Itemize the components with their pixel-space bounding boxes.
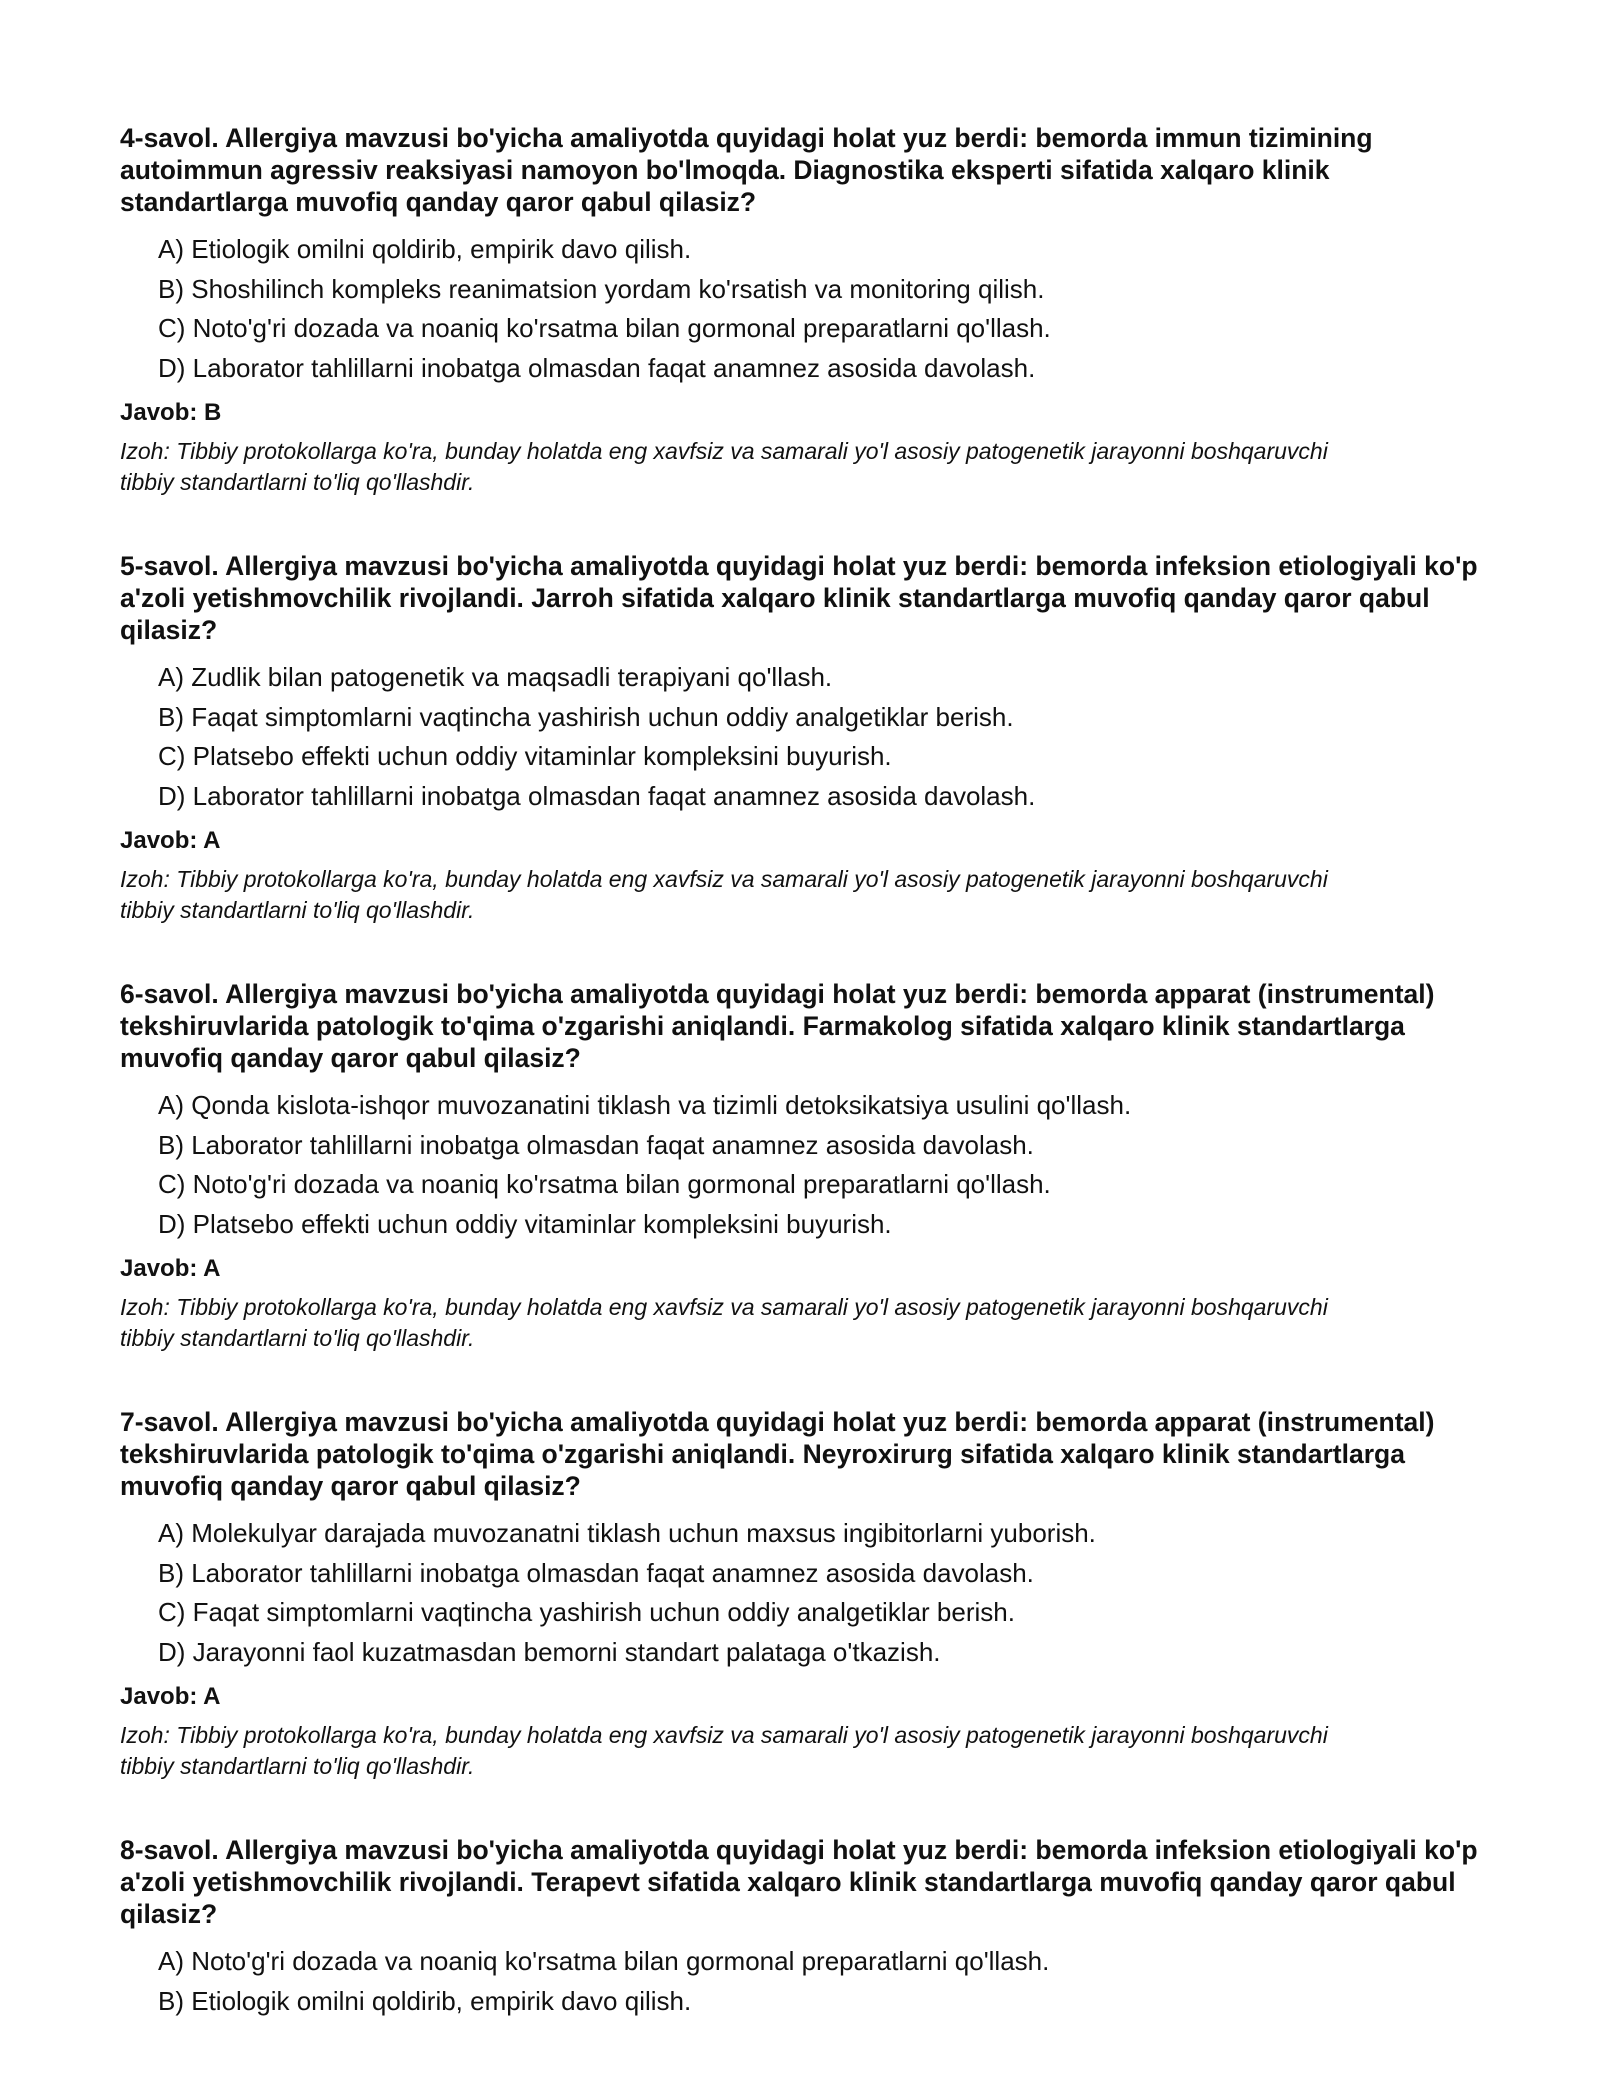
option-c: C) Faqat simptomlarni vaqtincha yashirish uchun oddiy analgetiklar berish. (158, 1597, 1015, 1627)
option-d: D) Platsebo effekti uchun oddiy vitaminlar kompleksini buyurish. (158, 1208, 892, 1239)
answer-label: Javob: A (120, 1683, 221, 1710)
options-list (120, 658, 1500, 816)
options-list (120, 230, 1500, 388)
explanation-note: Izoh: Tibbiy protokollarga ko'ra, bunday holatda eng xavfsiz va samarali yo'l asosiy patogenetik jarayonni boshqaruvchi tibbiy standartlarni to'liq qo'llashdir. (120, 866, 1328, 923)
option-b: B) Laborator tahlillarni inobatga olmasdan faqat anamnez asosida davolash. (158, 1129, 1034, 1160)
option-a: A) Qonda kislota-ishqor muvozanatini tiklash va tizimli detoksikatsiya usulini qo'llash. (158, 1090, 1132, 1120)
option-c: C) Noto'g'ri dozada va noaniq ko'rsatma bilan gormonal preparatlarni qo'llash. (158, 1169, 1051, 1199)
answer-label: Javob: A (120, 827, 221, 854)
options-list (120, 1086, 1500, 1244)
option-a: A) Etiologik omilni qoldirib, empirik davo qilish. (158, 234, 692, 264)
question-title: 6-savol. Allergiya mavzusi bo'yicha amaliyotda quyidagi holat yuz berdi: bemorda apparat (instrumental) tekshiruvlarida patologik to'qima o'zgarishi aniqlandi. Farmakolog sifatida xalqaro klinik standartlarga muvofiq qanday qaror qabul qilasiz? (120, 979, 1435, 1073)
question-block (120, 978, 1500, 1354)
question-block (120, 122, 1500, 498)
question-block (120, 1406, 1500, 1782)
document-page (120, 122, 1500, 2073)
option-d: D) Laborator tahlillarni inobatga olmasdan faqat anamnez asosida davolash. (158, 352, 1036, 383)
question-title: 5-savol. Allergiya mavzusi bo'yicha amaliyotda quyidagi holat yuz berdi: bemorda infeksion etiologiyali ko'p a'zoli yetishmovchilik rivojlandi. Jarroh sifatida xalqaro klinik standartlarga muvofiq qanday qaror qabul qilasiz? (120, 551, 1478, 645)
explanation-note: Izoh: Tibbiy protokollarga ko'ra, bunday holatda eng xavfsiz va samarali yo'l asosiy patogenetik jarayonni boshqaruvchi tibbiy standartlarni to'liq qo'llashdir. (120, 1722, 1328, 1779)
option-b: B) Laborator tahlillarni inobatga olmasdan faqat anamnez asosida davolash. (158, 1557, 1034, 1588)
option-d: D) Jarayonni faol kuzatmasdan bemorni standart palataga o'tkazish. (158, 1636, 941, 1667)
options-list (120, 1514, 1500, 1672)
option-b: B) Shoshilinch kompleks reanimatsion yordam ko'rsatish va monitoring qilish. (158, 273, 1045, 304)
answer-label: Javob: A (120, 1255, 221, 1282)
question-title: 8-savol. Allergiya mavzusi bo'yicha amaliyotda quyidagi holat yuz berdi: bemorda infeksion etiologiyali ko'p a'zoli yetishmovchilik rivojlandi. Terapevt sifatida xalqaro klinik standartlarga muvofiq qanday qaror qabul qilasiz? (120, 1835, 1478, 1929)
option-b: B) Faqat simptomlarni vaqtincha yashirish uchun oddiy analgetiklar berish. (158, 701, 1014, 732)
option-c: C) Noto'g'ri dozada va noaniq ko'rsatma bilan gormonal preparatlarni qo'llash. (158, 313, 1051, 343)
option-a: A) Molekulyar darajada muvozanatni tiklash uchun maxsus ingibitorlarni yuborish. (158, 1518, 1096, 1548)
option-b: B) Etiologik omilni qoldirib, empirik davo qilish. (158, 1985, 692, 2016)
option-a: A) Noto'g'ri dozada va noaniq ko'rsatma bilan gormonal preparatlarni qo'llash. (158, 1946, 1050, 1976)
option-a: A) Zudlik bilan patogenetik va maqsadli terapiyani qo'llash. (158, 662, 833, 692)
option-d: D) Laborator tahlillarni inobatga olmasdan faqat anamnez asosida davolash. (158, 780, 1036, 811)
explanation-note: Izoh: Tibbiy protokollarga ko'ra, bunday holatda eng xavfsiz va samarali yo'l asosiy patogenetik jarayonni boshqaruvchi tibbiy standartlarni to'liq qo'llashdir. (120, 438, 1328, 495)
question-block (120, 1834, 1500, 2021)
options-list (120, 1942, 1500, 2021)
question-title: 7-savol. Allergiya mavzusi bo'yicha amaliyotda quyidagi holat yuz berdi: bemorda apparat (instrumental) tekshiruvlarida patologik to'qima o'zgarishi aniqlandi. Neyroxirurg sifatida xalqaro klinik standartlarga muvofiq qanday qaror qabul qilasiz? (120, 1407, 1435, 1501)
question-block (120, 550, 1500, 926)
answer-label: Javob: B (120, 399, 222, 426)
explanation-note: Izoh: Tibbiy protokollarga ko'ra, bunday holatda eng xavfsiz va samarali yo'l asosiy patogenetik jarayonni boshqaruvchi tibbiy standartlarni to'liq qo'llashdir. (120, 1294, 1328, 1351)
option-c: C) Platsebo effekti uchun oddiy vitaminlar kompleksini buyurish. (158, 741, 892, 771)
question-title: 4-savol. Allergiya mavzusi bo'yicha amaliyotda quyidagi holat yuz berdi: bemorda immun tizimining autoimmun agressiv reaksiyasi namoyon bo'lmoqda. Diagnostika eksperti sifatida xalqaro klinik standartlarga muvofiq qanday qaror qabul qilasiz? (120, 123, 1373, 217)
